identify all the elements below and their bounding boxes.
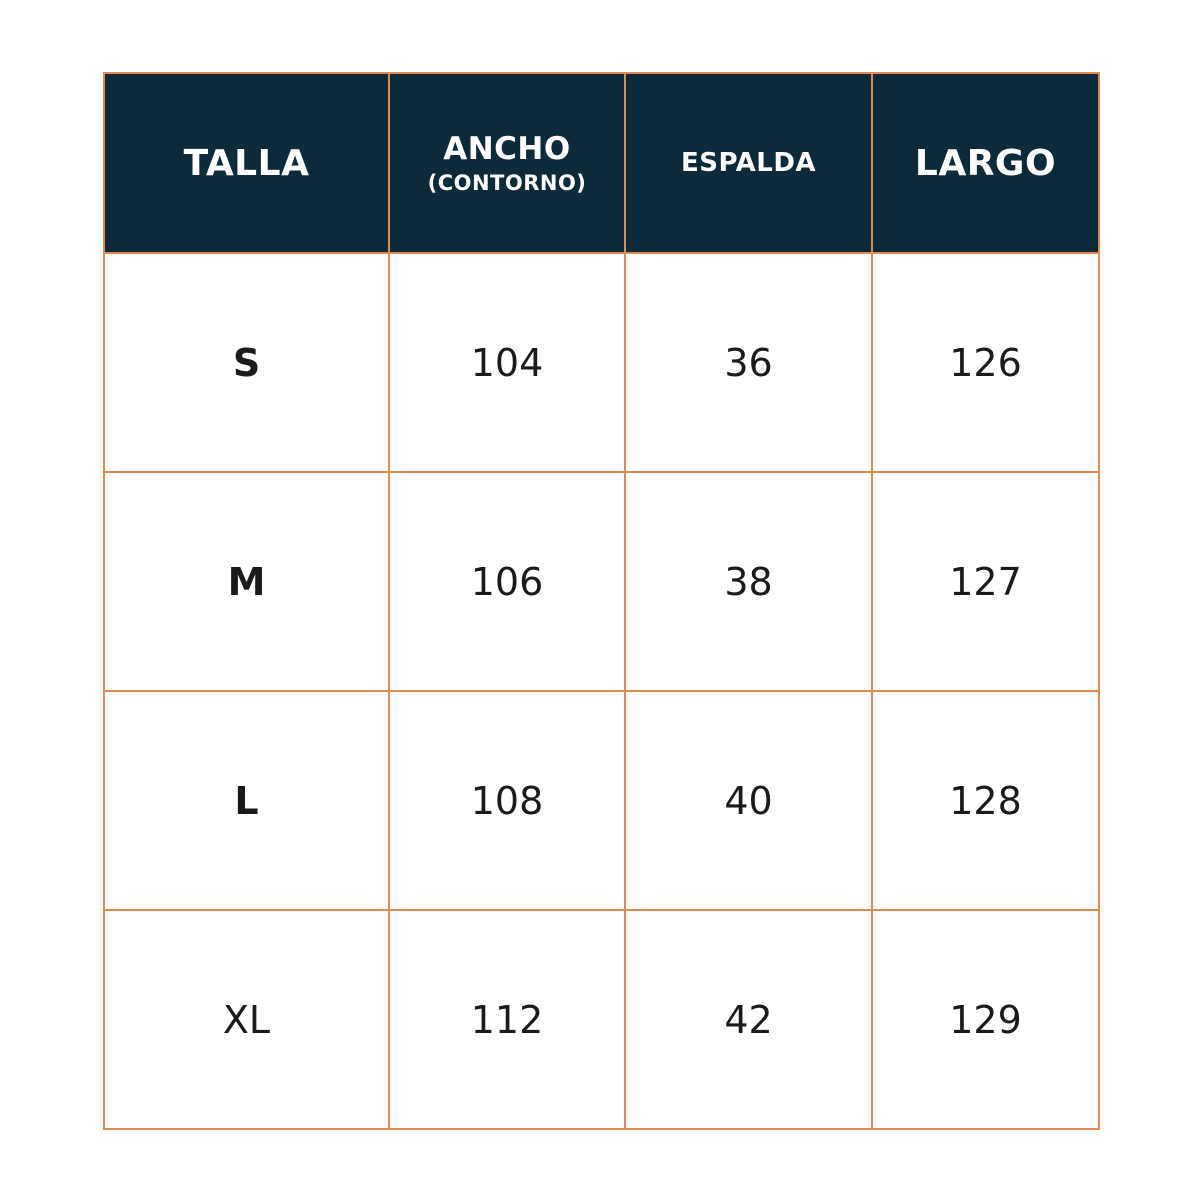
cell-ancho: 104 (389, 253, 625, 472)
table-row (104, 691, 1099, 910)
cell-espalda: 42 (625, 910, 872, 1129)
table-row (104, 472, 1099, 691)
header-row (104, 73, 1099, 253)
cell-size: XL (104, 910, 389, 1129)
header-talla-label: TALLA (183, 142, 310, 184)
cell-espalda: 38 (625, 472, 872, 691)
size-chart-table (103, 72, 1100, 1130)
cell-largo: 126 (872, 253, 1099, 472)
header-largo (872, 73, 1099, 253)
cell-largo: 129 (872, 910, 1099, 1129)
header-espalda (625, 73, 872, 253)
cell-size: S (104, 253, 389, 472)
cell-espalda: 36 (625, 253, 872, 472)
table-row (104, 910, 1099, 1129)
size-chart-header (104, 73, 1099, 253)
header-largo-label: LARGO (914, 142, 1057, 184)
size-chart-body (104, 253, 1099, 1129)
cell-ancho: 112 (389, 910, 625, 1129)
header-talla (104, 73, 389, 253)
cell-largo: 127 (872, 472, 1099, 691)
header-ancho-label: ANCHO (443, 131, 571, 167)
cell-ancho: 106 (389, 472, 625, 691)
header-ancho-sublabel: (CONTORNO) (427, 171, 587, 195)
cell-ancho: 108 (389, 691, 625, 910)
cell-size: M (104, 472, 389, 691)
cell-largo: 128 (872, 691, 1099, 910)
header-espalda-label: ESPALDA (680, 148, 817, 178)
cell-espalda: 40 (625, 691, 872, 910)
table-row (104, 253, 1099, 472)
cell-size: L (104, 691, 389, 910)
header-ancho (389, 73, 625, 253)
